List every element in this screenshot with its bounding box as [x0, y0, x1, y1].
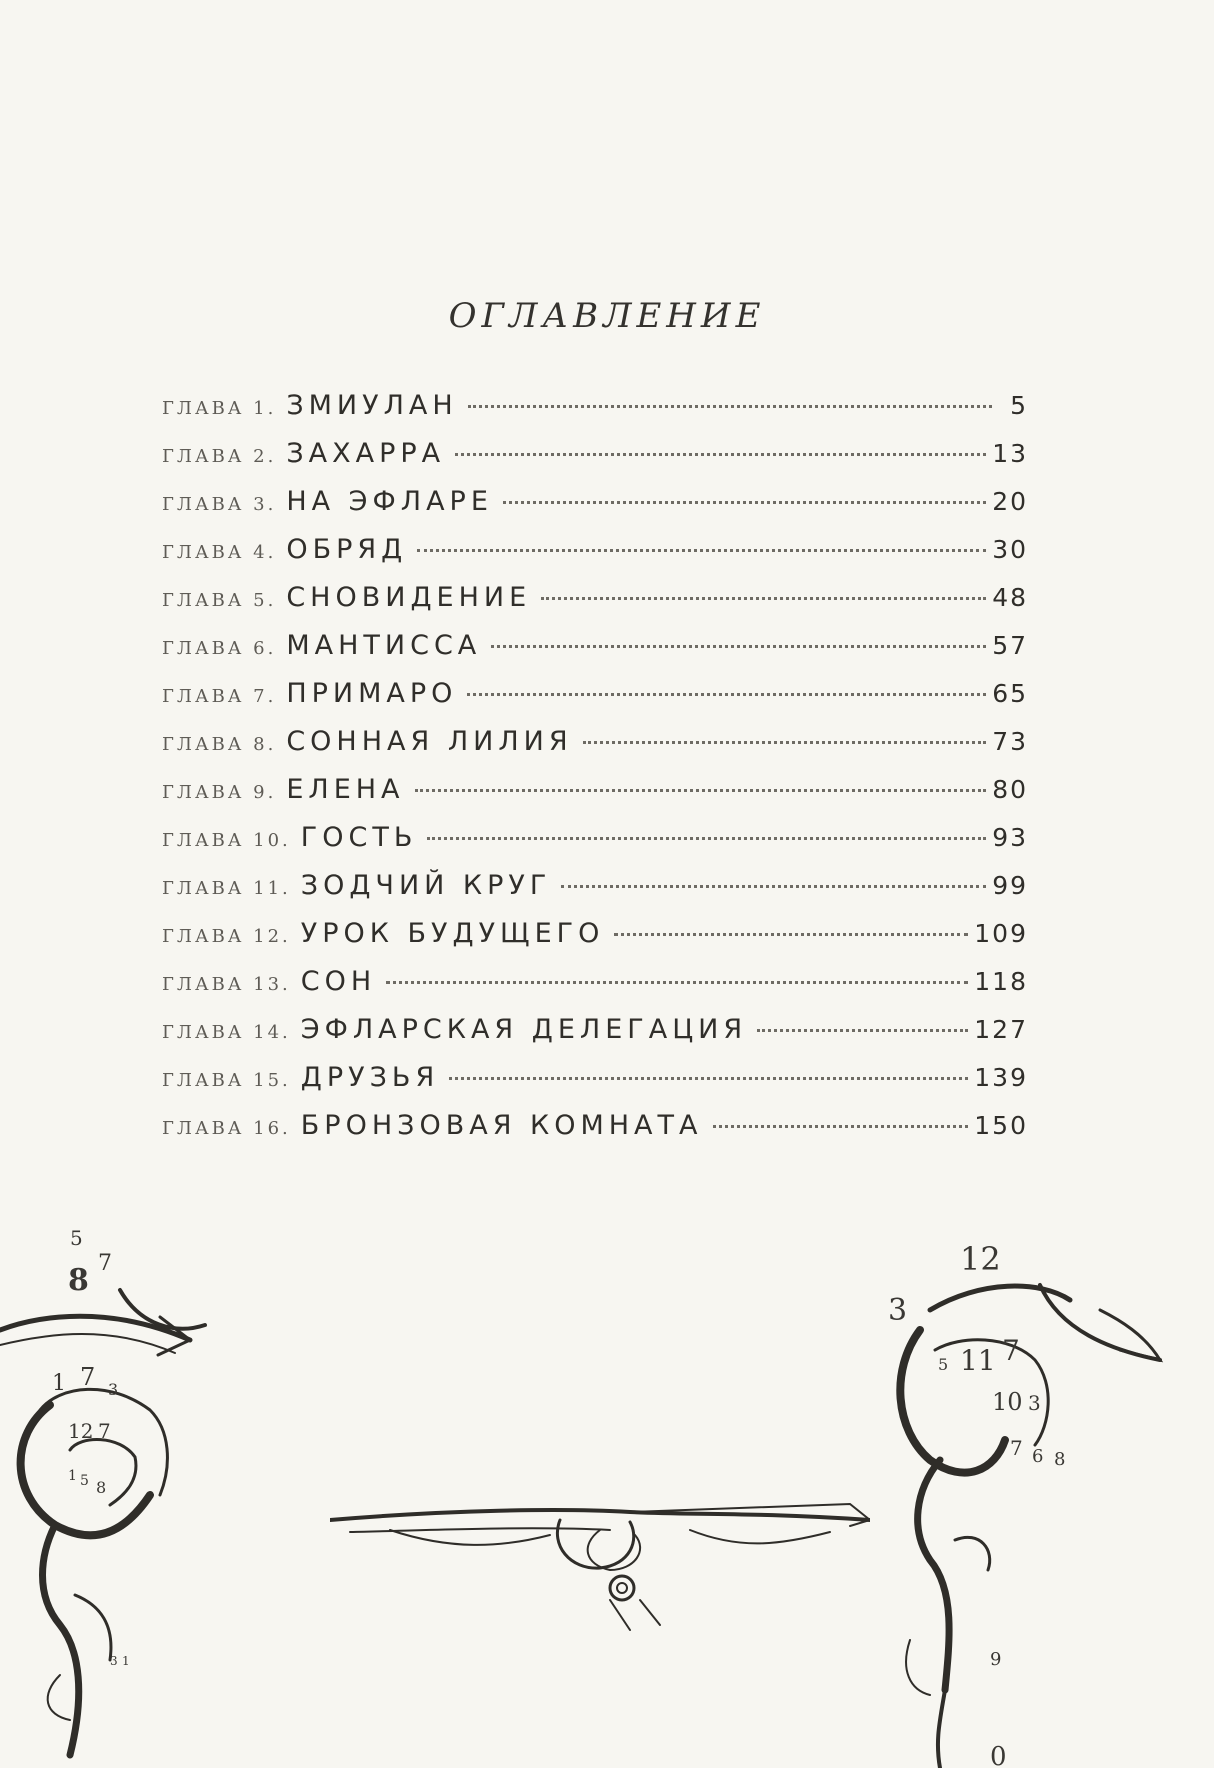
toc-entry[interactable] — [162, 1062, 1028, 1110]
toc-entry[interactable] — [162, 1110, 1028, 1158]
chapter-page-number: 93 — [992, 823, 1028, 852]
chapter-label: ГЛАВА 15. — [162, 1070, 291, 1091]
chapter-title: НА ЭФЛАРЕ — [286, 486, 493, 517]
clock-numeral: 5 — [938, 1355, 949, 1374]
dot-leader — [491, 645, 986, 648]
chapter-title: ЗАХАРРА — [286, 438, 446, 469]
chapter-label: ГЛАВА 8. — [162, 734, 277, 755]
dot-leader — [449, 1077, 968, 1080]
toc-entry[interactable] — [162, 1014, 1028, 1062]
clock-numeral: 1 — [52, 1371, 66, 1396]
toc-entry[interactable] — [162, 822, 1028, 870]
dot-leader — [713, 1125, 969, 1128]
chapter-page-number: 48 — [992, 583, 1028, 612]
chapter-title: СОННАЯ ЛИЛИЯ — [286, 726, 573, 757]
clock-numeral: 1 — [68, 1468, 77, 1484]
clock-numeral: 7 — [80, 1363, 96, 1391]
clock-numeral: 3 — [108, 1380, 119, 1399]
clock-numeral: 3 — [110, 1654, 118, 1668]
chapter-label: ГЛАВА 16. — [162, 1118, 291, 1139]
chapter-page-number: 5 — [1010, 391, 1028, 420]
toc-entry[interactable] — [162, 774, 1028, 822]
dot-leader — [417, 549, 986, 552]
chapter-title: ГОСТЬ — [300, 822, 418, 853]
left-clock-ornament — [0, 1195, 230, 1768]
clock-numeral: 0 — [990, 1742, 1007, 1768]
toc-entry[interactable] — [162, 390, 1028, 438]
chapter-label: ГЛАВА 10. — [162, 830, 291, 851]
chapter-label: ГЛАВА 5. — [162, 590, 277, 611]
chapter-title: СНОВИДЕНИЕ — [286, 582, 532, 613]
clock-numeral: 8 — [1054, 1449, 1066, 1470]
chapter-title: ПРИМАРО — [286, 678, 458, 709]
chapter-page-number: 20 — [992, 487, 1028, 516]
chapter-title: ЭФЛАРСКАЯ ДЕЛЕГАЦИЯ — [300, 1014, 748, 1045]
chapter-label: ГЛАВА 12. — [162, 926, 291, 947]
chapter-label: ГЛАВА 2. — [162, 446, 277, 467]
chapter-title: ЕЛЕНА — [286, 774, 405, 805]
chapter-page-number: 118 — [974, 967, 1028, 996]
chapter-title: БРОНЗОВАЯ КОМНАТА — [300, 1110, 703, 1141]
chapter-label: ГЛАВА 4. — [162, 542, 277, 563]
chapter-label: ГЛАВА 6. — [162, 638, 277, 659]
chapter-label: ГЛАВА 13. — [162, 974, 291, 995]
clock-numeral: 5 — [70, 1226, 83, 1250]
clock-numeral: 10 — [992, 1388, 1023, 1416]
chapter-title: МАНТИССА — [286, 630, 482, 661]
chapter-page-number: 139 — [974, 1063, 1028, 1092]
clock-numeral: 7 — [98, 1419, 111, 1443]
chapter-page-number: 57 — [992, 631, 1028, 660]
clock-numeral: 7 — [98, 1251, 112, 1276]
clock-numeral: 8 — [96, 1478, 107, 1497]
dot-leader — [757, 1029, 968, 1032]
chapter-page-number: 109 — [974, 919, 1028, 948]
dot-leader — [503, 501, 986, 504]
chapter-title: УРОК БУДУЩЕГО — [300, 918, 605, 949]
clock-numeral: 6 — [1032, 1446, 1044, 1467]
toc-entry[interactable] — [162, 726, 1028, 774]
chapter-page-number: 80 — [992, 775, 1028, 804]
chapter-label: ГЛАВА 3. — [162, 494, 277, 515]
chapter-title: ЗОДЧИЙ КРУГ — [300, 870, 552, 901]
toc-entry[interactable] — [162, 486, 1028, 534]
toc-title: ОГЛАВЛЕНИЕ — [448, 296, 766, 336]
chapter-page-number: 99 — [992, 871, 1028, 900]
chapter-page-number: 127 — [974, 1015, 1028, 1044]
clock-numeral: 11 — [960, 1344, 996, 1377]
clock-numeral: 12 — [68, 1419, 94, 1443]
clock-numeral: 7 — [1002, 1334, 1020, 1367]
toc-entry[interactable] — [162, 438, 1028, 486]
dot-leader — [614, 933, 968, 936]
chapter-page-number: 30 — [992, 535, 1028, 564]
toc-entry[interactable] — [162, 534, 1028, 582]
dot-leader — [427, 837, 986, 840]
dot-leader — [386, 981, 968, 984]
chapter-title: ДРУЗЬЯ — [300, 1062, 440, 1093]
right-clock-ornament — [870, 1240, 1214, 1768]
toc-entry[interactable] — [162, 582, 1028, 630]
chapter-page-number: 13 — [992, 439, 1028, 468]
clock-numeral: 12 — [960, 1240, 1001, 1278]
dot-leader — [583, 741, 987, 744]
chapter-title: ОБРЯД — [286, 534, 408, 565]
chapter-label: ГЛАВА 9. — [162, 782, 277, 803]
toc-entry[interactable] — [162, 870, 1028, 918]
chapter-title: ЗМИУЛАН — [286, 390, 458, 421]
chapter-page-number: 65 — [992, 679, 1028, 708]
clock-numeral: 7 — [1010, 1436, 1023, 1460]
toc-entry[interactable] — [162, 918, 1028, 966]
chapter-label: ГЛАВА 1. — [162, 398, 277, 419]
chapter-title: СОН — [300, 966, 377, 997]
dot-leader — [561, 885, 986, 888]
dot-leader — [541, 597, 986, 600]
clock-numeral: 3 — [888, 1293, 908, 1328]
chapter-page-number: 150 — [974, 1111, 1028, 1140]
chapter-label: ГЛАВА 7. — [162, 686, 277, 707]
toc-entry[interactable] — [162, 966, 1028, 1014]
chapter-label: ГЛАВА 14. — [162, 1022, 291, 1043]
clock-numeral: 1 — [122, 1654, 130, 1668]
toc-entry[interactable] — [162, 678, 1028, 726]
clock-numeral: 9 — [990, 1649, 1002, 1670]
clock-numeral: 5 — [80, 1473, 89, 1489]
dot-leader — [415, 789, 987, 792]
toc-list — [162, 390, 1028, 1158]
dot-leader — [468, 405, 992, 408]
clock-numeral: 8 — [68, 1263, 89, 1298]
chapter-label: ГЛАВА 11. — [162, 878, 291, 899]
clock-numeral: 3 — [1028, 1391, 1041, 1415]
toc-entry[interactable] — [162, 630, 1028, 678]
dot-leader — [455, 453, 986, 456]
center-flourish-ornament — [330, 1490, 870, 1640]
chapter-page-number: 73 — [992, 727, 1028, 756]
dot-leader — [467, 693, 986, 696]
